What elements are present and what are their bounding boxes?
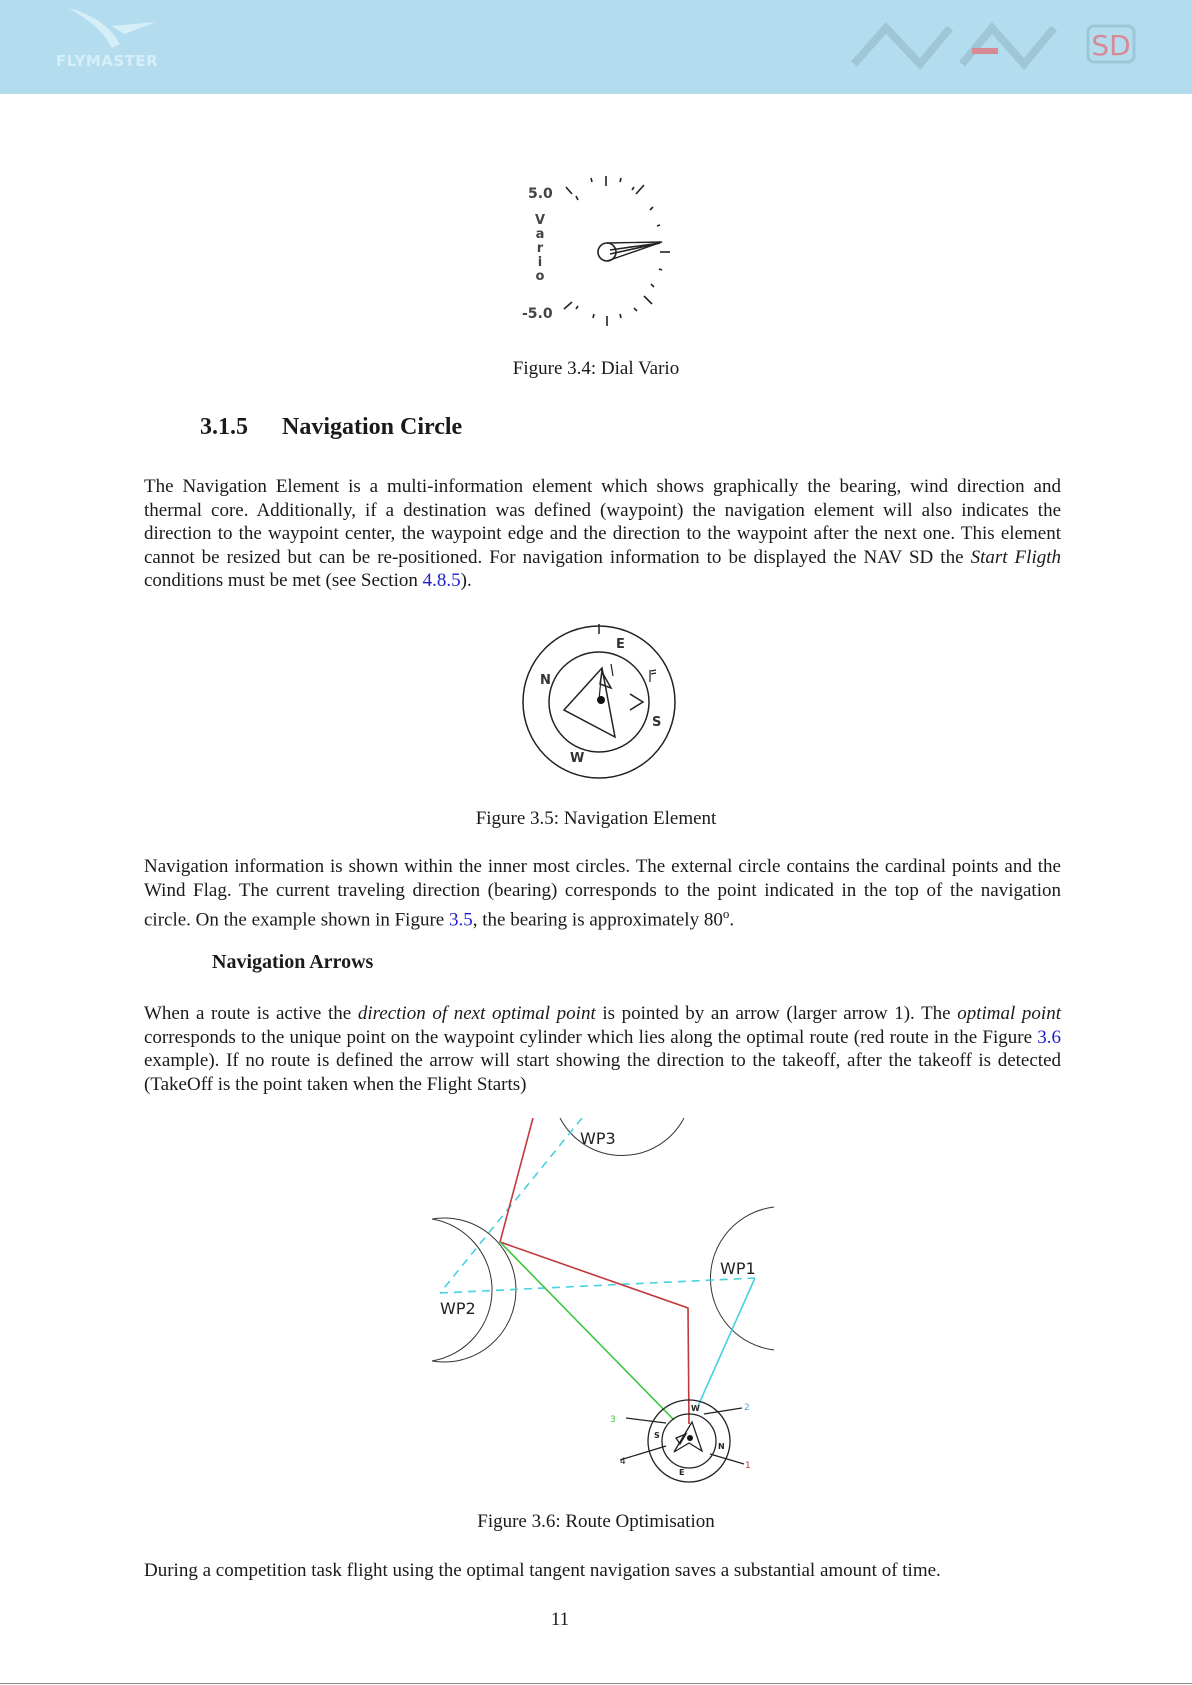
- navigation-element-figure: [520, 622, 680, 782]
- figure-3-5-link[interactable]: 3.5: [448, 909, 473, 931]
- start-flight-term: Start Fligth: [970, 546, 1061, 568]
- cardinal-n: N: [540, 673, 551, 688]
- figure-3-4-caption: Figure 3.4: Dial Vario: [512, 358, 680, 379]
- mini-cardinal-n: N: [718, 1442, 725, 1451]
- vario-max-label: 5.0: [528, 186, 553, 202]
- intro-text-2: conditions must be met (see Section: [144, 570, 423, 591]
- section-title: Navigation Circle: [282, 414, 463, 440]
- flymaster-wordmark: FLYMASTER: [56, 52, 159, 70]
- navigation-info-paragraph: [144, 855, 1061, 932]
- arrow-label-3: 3: [610, 1415, 616, 1425]
- vario-letter-r: r: [536, 241, 544, 256]
- section-heading: [200, 412, 462, 442]
- degree-symbol: o: [722, 906, 730, 921]
- arrows-text-3: corresponds to the unique point on the waypoint cylinder which lies along the optimal route (red route in the Figure: [144, 1026, 1038, 1048]
- optimal-point-term: optimal point: [957, 1003, 1061, 1024]
- intro-text-3: ).: [460, 570, 472, 591]
- arrow-label-1: 1: [745, 1461, 751, 1471]
- arrows-text-2: is pointed by an arrow (larger arrow 1). The: [595, 1003, 958, 1024]
- page-number: 11: [550, 1609, 570, 1630]
- nav-sd-logo: [850, 20, 1140, 70]
- figure-3-6-link[interactable]: 3.6: [1037, 1026, 1061, 1048]
- next-optimal-point-term: direction of next optimal point: [357, 1003, 596, 1024]
- arrow-label-2: 2: [744, 1403, 750, 1413]
- flymaster-wing-icon: [52, 4, 172, 54]
- mini-cardinal-w: W: [691, 1404, 700, 1413]
- figure-3-5-caption: Figure 3.5: Navigation Element: [475, 808, 717, 829]
- intro-paragraph: [144, 475, 1061, 593]
- dial-vario-figure: [510, 168, 690, 328]
- vario-letter-v: V: [534, 213, 546, 228]
- arrows-text-4: example). If no route is defined the arrow will start showing the direction to the takeoff, after the takeoff is detected (TakeOff is the point taken when the Flight Starts): [144, 1050, 1061, 1095]
- cardinal-e: E: [616, 637, 625, 652]
- wp3-label: WP3: [580, 1129, 616, 1148]
- mini-cardinal-s: S: [654, 1431, 660, 1440]
- nav-info-text-3: .: [729, 909, 735, 931]
- figure-3-6-caption: Figure 3.6: Route Optimisation: [477, 1511, 715, 1532]
- section-number: 3.1.5: [200, 414, 248, 440]
- mini-cardinal-e: E: [679, 1468, 685, 1477]
- route-optimisation-figure: [430, 1118, 776, 1490]
- arrows-text-1: When a route is active the: [144, 1003, 358, 1024]
- vario-letter-i: i: [537, 255, 543, 270]
- header-banner: [0, 0, 1192, 94]
- vario-letter-o: o: [535, 269, 545, 284]
- wp2-label: WP2: [440, 1299, 476, 1318]
- cardinal-w: W: [570, 751, 585, 766]
- vario-min-label: -5.0: [522, 306, 553, 322]
- flymaster-logo: [52, 4, 172, 74]
- nav-info-text-2: , the bearing is approximately 80: [472, 909, 723, 931]
- wp1-label: WP1: [720, 1259, 756, 1278]
- navigation-arrows-paragraph: [144, 1002, 1061, 1096]
- sd-badge: SD: [1091, 29, 1131, 62]
- nav-info-text-1: Navigation information is shown within the inner most circles. The external circle contains the cardinal points and the Wind Flag. The current traveling direction (bearing) corresponds to the point indicated in the top of the navigation circle. On the example shown in Figure: [144, 856, 1061, 931]
- navigation-arrows-heading: Navigation Arrows: [212, 951, 374, 973]
- competition-paragraph: During a competition task flight using the optimal tangent navigation saves a substantial amount of time.: [144, 1560, 941, 1581]
- cardinal-s: S: [652, 715, 662, 730]
- bottom-rule: [0, 1683, 1192, 1684]
- intro-text-1: The Navigation Element is a multi-information element which shows graphically the bearing, wind direction and thermal core. Additionally, if a destination was defined (waypoint) the navigation element will also indicates the direction to the waypoint center, the waypoint edge and the direction to the waypoint after the next one. This element cannot be resized but can be re-positioned. For navigation information to be displayed the NAV SD the: [144, 476, 1061, 568]
- vario-letter-a: a: [535, 227, 545, 242]
- arrow-label-4: 4: [620, 1457, 626, 1467]
- section-4-8-5-link[interactable]: 4.8.5: [422, 570, 461, 591]
